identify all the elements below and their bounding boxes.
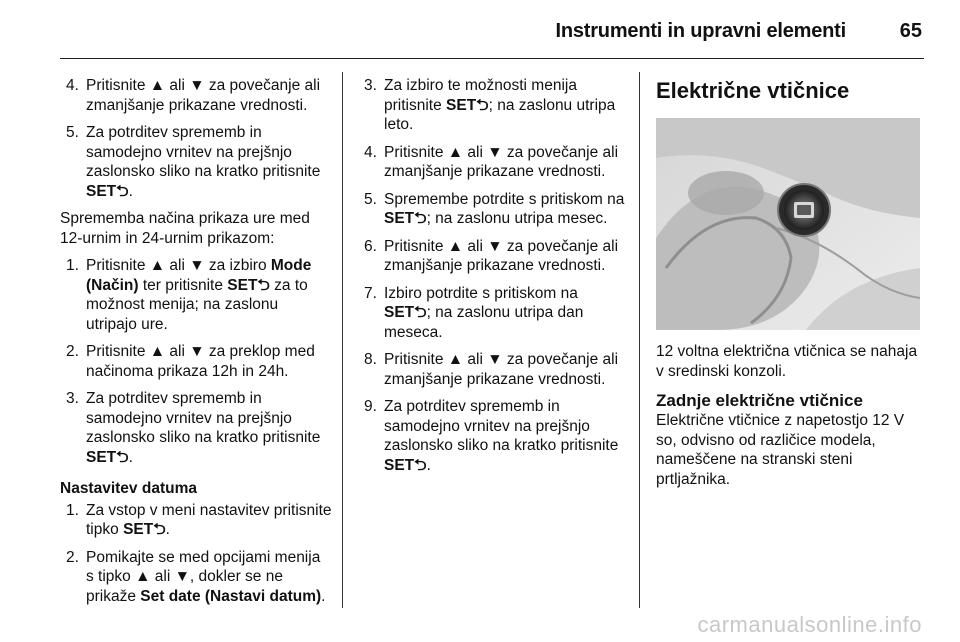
item-number: 7. bbox=[364, 284, 377, 302]
item-text: Pritisnite ▲ ali ▼ za preklop med načinoma prikaza 12h in 24h. bbox=[86, 343, 315, 380]
list-item bbox=[60, 123, 332, 201]
watermark: carmanualsonline.info bbox=[697, 612, 922, 637]
item-text: Spremembe potrdite s pritiskom na bbox=[384, 190, 625, 208]
item-number: 4. bbox=[364, 143, 377, 161]
column-divider-2 bbox=[639, 72, 640, 608]
power-outlet-photo bbox=[656, 118, 920, 330]
item-number: 3. bbox=[364, 77, 377, 94]
section-heading: Nastavitev datuma bbox=[60, 480, 197, 497]
set-key-label: SET⮌ bbox=[227, 276, 270, 294]
list-item bbox=[358, 397, 626, 475]
item-text: . bbox=[128, 448, 133, 466]
subsection-title: Zadnje električne vtičnice bbox=[656, 391, 863, 410]
item-text: Za potrditev sprememb in samodejno vrnitev na prejšnjo zaslonsko sliko na kratko pritisnite bbox=[384, 398, 619, 454]
item-text: . bbox=[128, 182, 133, 200]
section-title: Električne vtičnice bbox=[656, 78, 850, 103]
set-key-label: SET⮌ bbox=[123, 521, 166, 538]
item-text: ; na zaslonu utripa mesec. bbox=[426, 210, 608, 227]
set-key-label: SET⮌ bbox=[86, 182, 129, 200]
set-key-label: SET⮌ bbox=[86, 448, 129, 466]
item-text: Pritisnite ▲ ali ▼ za izbiro bbox=[86, 257, 271, 274]
item-text: Izbiro potrdite s pritiskom na bbox=[384, 284, 578, 302]
list-item bbox=[60, 256, 332, 334]
paragraph: Električne vtičnice z napetostjo 12 V so, odvisno od različice modela, nameščene na stranski steni prtljažnika. bbox=[656, 412, 905, 488]
column-2 bbox=[358, 76, 626, 483]
page-title: Instrumenti in upravni elementi bbox=[555, 20, 846, 42]
set-key-label: SET⮌ bbox=[446, 96, 489, 114]
list-item bbox=[60, 389, 332, 467]
item-number: 4. bbox=[66, 77, 79, 94]
page-header bbox=[60, 18, 924, 59]
page-number: 65 bbox=[899, 20, 922, 42]
list-item bbox=[358, 237, 626, 276]
item-text: . bbox=[165, 521, 170, 538]
list-item bbox=[358, 76, 626, 135]
list-item bbox=[60, 548, 332, 607]
item-number: 9. bbox=[364, 398, 377, 415]
set-key-label: SET⮌ bbox=[384, 304, 427, 321]
item-text: ; na zaslonu utripa leto. bbox=[384, 96, 616, 133]
item-text: Pritisnite ▲ ali ▼ za povečanje ali zmanjšanje prikazane vrednosti. bbox=[384, 143, 619, 180]
set-key-label: SET⮌ bbox=[384, 210, 427, 227]
item-number: 2. bbox=[66, 548, 79, 566]
list-item bbox=[358, 350, 626, 389]
item-text: Za potrditev sprememb in samodejno vrnitev na prejšnjo zaslonsko sliko na kratko pritisnite bbox=[86, 390, 321, 446]
item-text: Pomikajte se med opcijami menija s tipko ▲ ali ▼, dokler se ne prikaže bbox=[86, 548, 321, 605]
item-text: ter pritisnite bbox=[138, 276, 228, 294]
item-text: . bbox=[426, 456, 431, 474]
item-number: 3. bbox=[66, 390, 79, 407]
item-number: 1. bbox=[66, 257, 79, 274]
mode-label: Mode (Način) bbox=[86, 257, 312, 294]
item-text: Pritisnite ▲ ali ▼ za povečanje ali zmanjšanje prikazane vrednosti. bbox=[86, 77, 321, 114]
item-number: 6. bbox=[364, 237, 377, 255]
column-1 bbox=[60, 76, 332, 614]
item-number: 5. bbox=[66, 124, 79, 141]
photo-caption: 12 voltna električna vtičnica se nahaja v sredinski konzoli. bbox=[656, 343, 918, 380]
item-number: 1. bbox=[66, 501, 79, 519]
item-text: ; na zaslonu utripa dan meseca. bbox=[384, 304, 584, 341]
list-item bbox=[60, 501, 332, 540]
item-text: Za izbiro te možnosti menija pritisnite bbox=[384, 77, 577, 114]
item-number: 2. bbox=[66, 343, 79, 360]
list-item bbox=[60, 342, 332, 381]
list-item bbox=[60, 76, 332, 115]
menu-option-label: Set date (Nastavi datum) bbox=[140, 587, 322, 605]
list-item bbox=[358, 284, 626, 343]
item-text: Za potrditev sprememb in samodejno vrnitev na prejšnjo zaslonsko sliko na kratko pritisnite bbox=[86, 124, 321, 180]
set-key-label: SET⮌ bbox=[384, 456, 427, 474]
paragraph: Sprememba načina prikaza ure med 12-urnim in 24-urnim prikazom: bbox=[60, 210, 310, 247]
item-text: Za vstop v meni nastavitev pritisnite tipko bbox=[86, 501, 332, 538]
item-text: za to možnost menija; na zaslonu utripajo ure. bbox=[86, 276, 308, 333]
item-text: Pritisnite ▲ ali ▼ za povečanje ali zmanjšanje prikazane vrednosti. bbox=[384, 237, 619, 274]
column-3 bbox=[656, 76, 924, 497]
list-item bbox=[358, 190, 626, 229]
list-item bbox=[358, 143, 626, 182]
column-divider-1 bbox=[342, 72, 343, 608]
item-number: 8. bbox=[364, 351, 377, 368]
item-number: 5. bbox=[364, 190, 377, 208]
item-text: Pritisnite ▲ ali ▼ za povečanje ali zmanjšanje prikazane vrednosti. bbox=[384, 351, 619, 388]
item-text: . bbox=[321, 587, 326, 605]
